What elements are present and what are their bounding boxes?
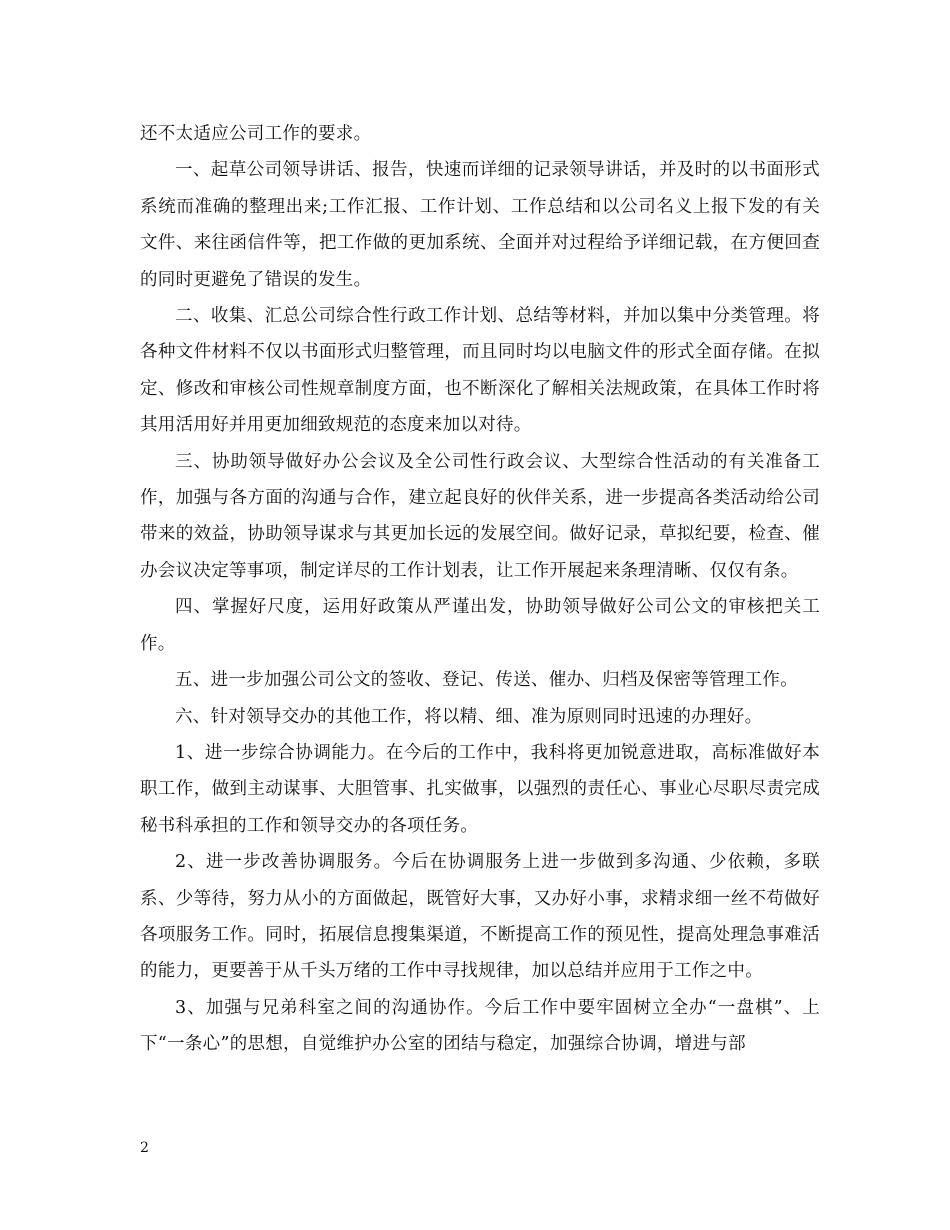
paragraph-item-1: 一、起草公司领导讲话、报告，快速而详细的记录领导讲话，并及时的以书面形式系统而准确的整理出来;工作汇报、工作计划、工作总结和以公司名义上报下发的有关文件、来往函信件等，把工作做的更加系统、全面并对过程给予详细记载，在方便回查的同时更避免了错误的发生。 — [140, 160, 820, 290]
paragraph-item-6: 六、针对领导交办的其他工作，将以精、细、准为原则同时迅速的办理好。 — [175, 706, 763, 727]
document-body — [140, 116, 820, 1063]
paragraph-item-2: 二、收集、汇总公司综合性行政工作计划、总结等材料，并加以集中分类管理。将各种文件材料不仅以书面形式归整管理，而且同时均以电脑文件的形式全面存储。在拟定、修改和审核公司性规章制度方面，也不断深化了解相关法规政策，在具体工作时将其用活用好并用更加细致规范的态度来加以对待。 — [140, 306, 820, 436]
paragraph-subitem-1: 1、进一步综合协调能力。在今后的工作中，我科将更加锐意进取，高标准做好本职工作，做到主动谋事、大胆管事、扎实做事，以强烈的责任心、事业心尽职尽责完成秘书科承担的工作和领导交办的各项任务。 — [140, 742, 820, 836]
paragraph-item-3: 三、协助领导做好办公会议及全公司性行政会议、大型综合性活动的有关准备工作，加强与各方面的沟通与合作，建立起良好的伙伴关系，进一步提高各类活动给公司带来的效益，协助领导谋求与其更加长远的发展空间。做好记录，草拟纪要，检查、催办会议决定等事项，制定详尽的工作计划表，让工作开展起来条理清晰、仅仅有条。 — [140, 451, 820, 581]
paragraph-continuation: 还不太适应公司工作的要求。 — [140, 124, 372, 144]
paragraph-subitem-3: 3、加强与兄弟科室之间的沟通协作。今后工作中要牢固树立全办“一盘棋”、上下“一条心”的思想，自觉维护办公室的团结与稳定，加强综合协调，增进与部 — [140, 997, 820, 1055]
paragraph-item-5: 五、进一步加强公司公文的签收、登记、传送、催办、归档及保密等管理工作。 — [175, 670, 798, 691]
paragraph-item-4: 四、掌握好尺度，运用好政策从严谨出发，协助领导做好公司公文的审核把关工作。 — [140, 597, 820, 654]
page-number: 2 — [140, 1140, 149, 1156]
paragraph-subitem-2: 2、进一步改善协调服务。今后在协调服务上进一步做到多沟通、少依赖，多联系、少等待，努力从小的方面做起，既管好大事，又办好小事，求精求细一丝不苟做好各项服务工作。同时，拓展信息搜集渠道，不断提高工作的预见性，提高处理急事难活的能力，更要善于从千头万绪的工作中寻找规律，加以总结并应用于工作之中。 — [140, 852, 820, 982]
